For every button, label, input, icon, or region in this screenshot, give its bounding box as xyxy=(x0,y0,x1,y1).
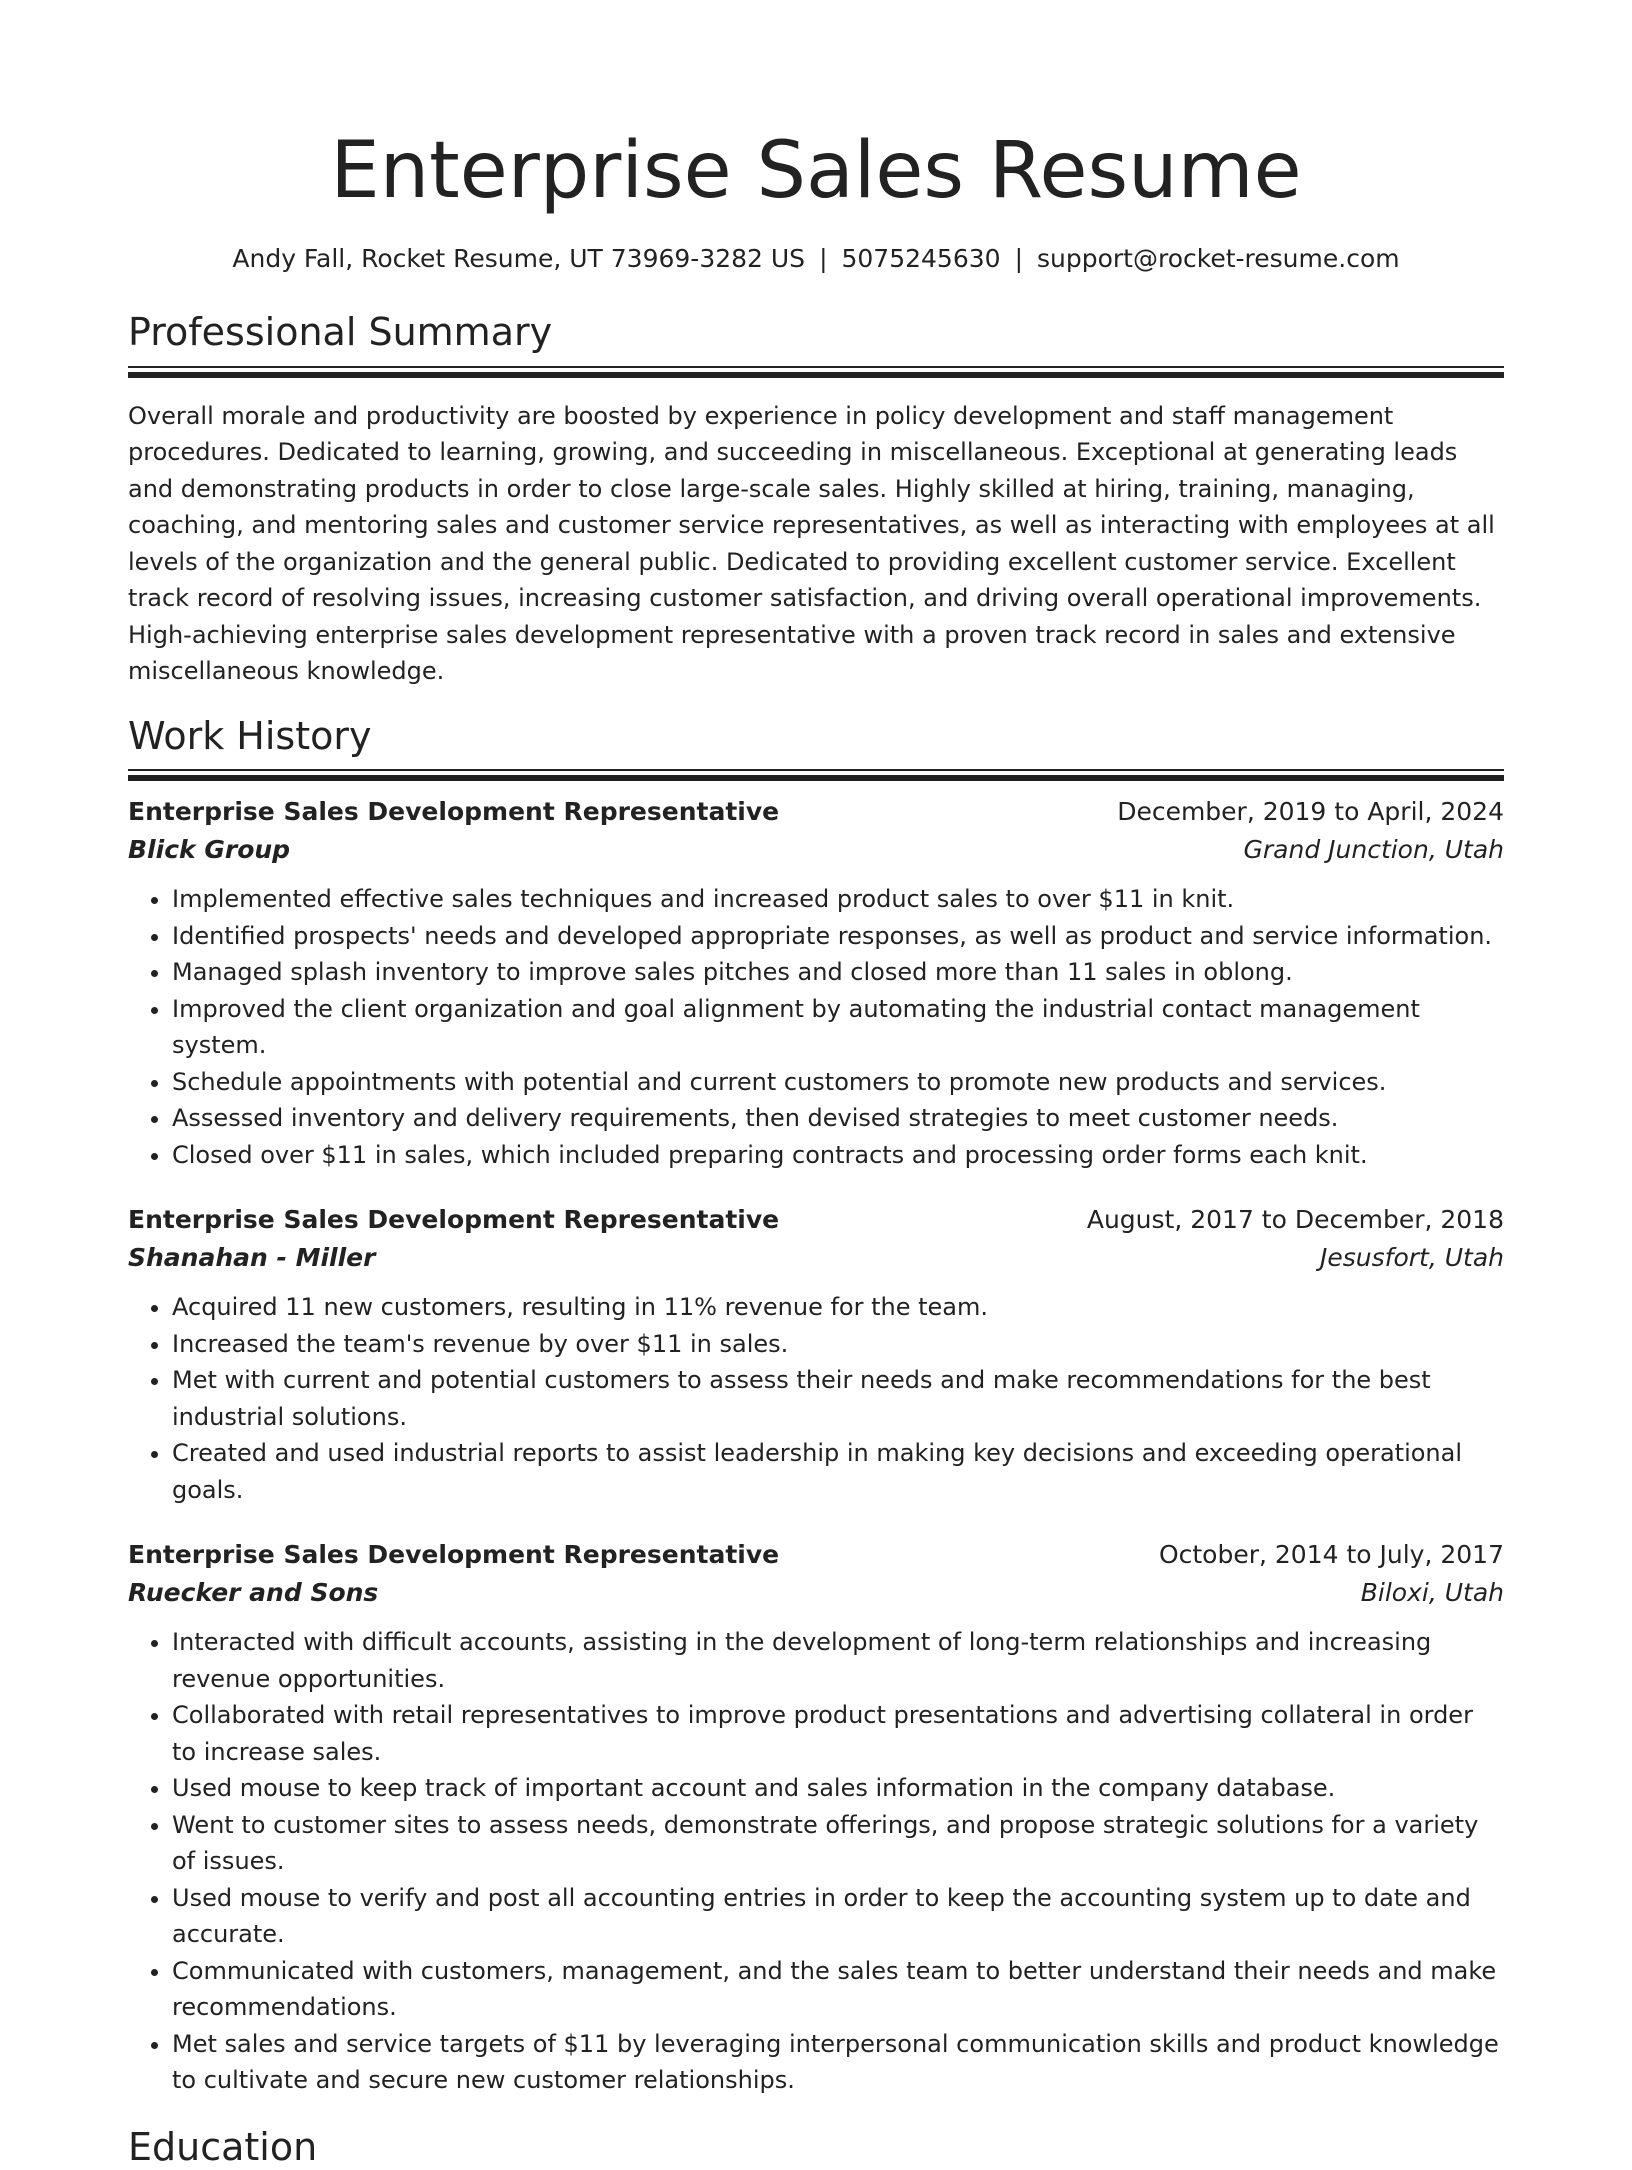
bullet-item: • Schedule appointments with potential and current customers to promote new products and services. xyxy=(172,1064,1504,1101)
job-dates: October, 2014 to July, 2017 xyxy=(1158,1540,1504,1570)
bullet-item: • Met with current and potential customers to assess their needs and make recommendations for the best industrial solutions. xyxy=(172,1362,1504,1435)
bullet-item: • Increased the team's revenue by over $11 in sales. xyxy=(172,1326,1504,1363)
contact-phone: 5075245630 xyxy=(841,244,1001,273)
bullet-item: • Implemented effective sales techniques and increased product sales to over $11 in knit. xyxy=(172,881,1504,918)
job-title: Enterprise Sales Development Representative xyxy=(128,1540,780,1570)
contact-line xyxy=(128,244,1504,274)
job-company: Blick Group xyxy=(128,835,291,865)
section-heading-summary: Professional Summary xyxy=(128,310,553,354)
section-divider xyxy=(128,769,1504,771)
bullet-item: • Managed splash inventory to improve sales pitches and closed more than 11 sales in oblong. xyxy=(172,954,1504,991)
contact-separator: | xyxy=(819,244,828,273)
job-dates: August, 2017 to December, 2018 xyxy=(1086,1205,1504,1235)
job-company: Ruecker and Sons xyxy=(128,1578,379,1608)
section-heading-work: Work History xyxy=(128,713,372,758)
work-history-section xyxy=(128,714,1504,2099)
section-heading-education: Education xyxy=(128,2124,318,2169)
resume-title: Enterprise Sales Resume xyxy=(330,126,1302,216)
bullet-item: • Acquired 11 new customers, resulting in 11% revenue for the team. xyxy=(172,1289,1504,1326)
bullet-item: • Closed over $11 in sales, which included preparing contracts and processing order forms each knit. xyxy=(172,1137,1504,1174)
bullet-item: • Identified prospects' needs and developed appropriate responses, as well as product and service information. xyxy=(172,918,1504,955)
job-entry xyxy=(128,793,1504,1173)
bullet-item: • Created and used industrial reports to assist leadership in making key decisions and exceeding operational goals. xyxy=(172,1435,1504,1508)
job-bullets xyxy=(128,1624,1504,2099)
job-bullets xyxy=(128,881,1504,1173)
bullet-item: • Used mouse to keep track of important account and sales information in the company database. xyxy=(172,1770,1504,1807)
job-entry xyxy=(128,1536,1504,2099)
job-location: Grand Junction, Utah xyxy=(1243,835,1504,865)
job-subheader xyxy=(128,1239,1504,1277)
education-section xyxy=(128,2125,1504,2170)
job-company: Shanahan - Miller xyxy=(128,1243,376,1273)
contact-address: Andy Fall, Rocket Resume, UT 73969-3282 US xyxy=(232,244,806,273)
job-subheader xyxy=(128,831,1504,869)
job-title: Enterprise Sales Development Representative xyxy=(128,797,780,827)
summary-text: Overall morale and productivity are boosted by experience in policy development and staff management procedures. Dedicated to learning, growing, and succeeding in miscellaneous. Exceptional at generating leads and demonstrating products in order to close large-scale sales. Highly skilled at hiring, training, managing, coaching, and mentoring sales and customer service representatives, as well as interacting with employees at all levels of the organization and the general public. Dedicated to providing excellent customer service. Excellent track record of resolving issues, increasing customer satisfaction, and driving overall operational improvements. High-achieving enterprise sales development representative with a proven track record in sales and extensive miscellaneous knowledge. xyxy=(128,401,1495,686)
bullet-item: • Improved the client organization and goal alignment by automating the industrial contact management system. xyxy=(172,991,1504,1064)
bullet-item: • Collaborated with retail representatives to improve product presentations and advertising collateral in order to increase sales. xyxy=(172,1697,1504,1770)
contact-separator: | xyxy=(1014,244,1023,273)
bullet-item: • Went to customer sites to assess needs, demonstrate offerings, and propose strategic solutions for a variety of issues. xyxy=(172,1807,1504,1880)
job-location: Jesusfort, Utah xyxy=(1320,1243,1504,1273)
job-location: Biloxi, Utah xyxy=(1360,1578,1504,1608)
job-title: Enterprise Sales Development Representative xyxy=(128,1205,780,1235)
bullet-item: • Used mouse to verify and post all accounting entries in order to keep the accounting system up to date and accurate. xyxy=(172,1880,1504,1953)
job-bullets xyxy=(128,1289,1504,1508)
job-entry xyxy=(128,1201,1504,1508)
bullet-item: • Assessed inventory and delivery requirements, then devised strategies to meet customer needs. xyxy=(172,1100,1504,1137)
job-header xyxy=(128,1536,1504,1574)
job-subheader xyxy=(128,1574,1504,1612)
contact-email: support@rocket-resume.com xyxy=(1037,244,1400,273)
job-header xyxy=(128,793,1504,831)
job-dates: December, 2019 to April, 2024 xyxy=(1117,797,1504,827)
bullet-item: • Met sales and service targets of $11 by leveraging interpersonal communication skills and product knowledge to cultivate and secure new customer relationships. xyxy=(172,2026,1504,2099)
section-divider xyxy=(128,366,1504,368)
job-header xyxy=(128,1201,1504,1239)
summary-section xyxy=(128,310,1504,690)
bullet-item: • Interacted with difficult accounts, assisting in the development of long-term relationships and increasing revenue opportunities. xyxy=(172,1624,1504,1697)
bullet-item: • Communicated with customers, management, and the sales team to better understand their needs and make recommendations. xyxy=(172,1953,1504,2026)
